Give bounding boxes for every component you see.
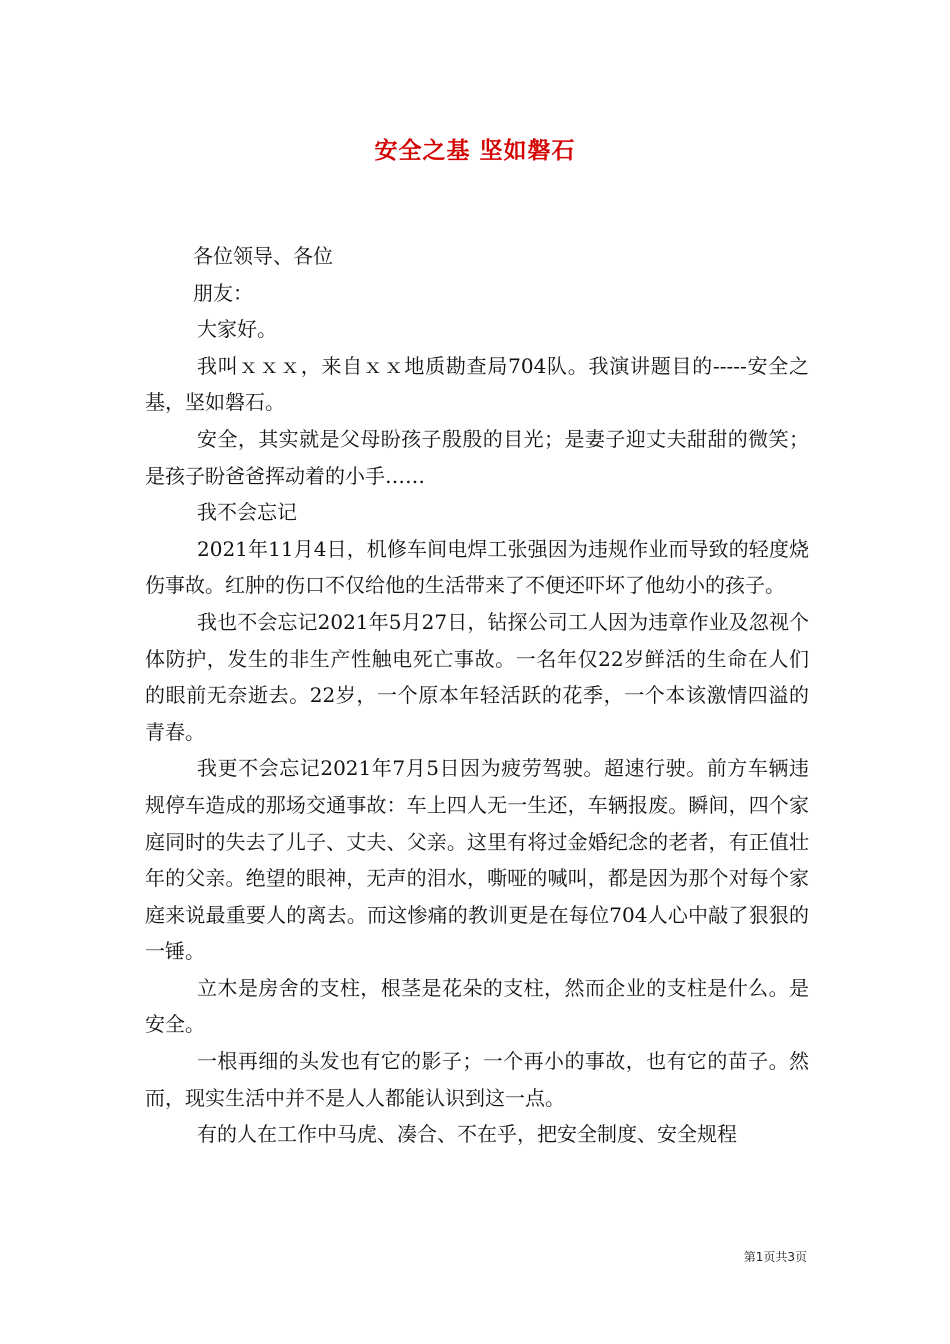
paragraph: 我更不会忘记2021年7月5日因为疲劳驾驶。超速行驶。前方车辆违规停车造成的那场交通事故：车上四人无一生还，车辆报废。瞬间，四个家庭同时的失去了儿子、丈夫、父亲。这里有将过金婚纪念的老者，有正值壮年的父亲。绝望的眼神，无声的泪水，嘶哑的喊叫，都是因为那个对每个家庭来说最重要人的离去。而这惨痛的教训更是在每位704人心中敲了狠狠的一锤。 [145,756,809,964]
paragraph: 我不会忘记 [197,500,297,525]
paragraph: 安全，其实就是父母盼孩子殷殷的目光；是妻子迎丈夫甜甜的微笑；是孩子盼爸爸挥动着的小手…… [145,426,809,488]
paragraph: 我也不会忘记2021年5月27日，钻探公司工人因为违章作业及忽视个体防护，发生的非生产性触电死亡事故。一名年仅22岁鲜活的生命在人们的眼前无奈逝去。22岁，一个原本年轻活跃的花季，一个本该激情四溢的青春。 [145,609,809,744]
paragraph: 立木是房舍的支柱，根茎是花朵的支柱，然而企业的支柱是什么。是安全。 [145,975,809,1037]
greeting-line: 各位领导、各位 [193,244,333,268]
paragraph: 有的人在工作中马虎、凑合、不在乎，把安全制度、安全规程 [197,1122,737,1147]
paragraph: 大家好。 [197,317,277,342]
paragraph: 我叫ｘｘｘ，来自ｘｘ地质勘查局704队。我演讲题目的-----安全之基，坚如磐石。 [145,353,809,415]
document-body [145,238,809,1153]
greeting [145,238,809,311]
greeting-line: 朋友： [193,280,253,305]
document-title: 安全之基 坚如磐石 [374,137,576,164]
page-number: 第1页共3页 [743,1250,807,1264]
paragraph: 2021年11月4日，机修车间电焊工张强因为违规作业而导致的轻度烧伤事故。红肿的伤口不仅给他的生活带来了不便还吓坏了他幼小的孩子。 [145,536,809,598]
paragraph: 一根再细的头发也有它的影子；一个再小的事故，也有它的苗子。然而，现实生活中并不是人人都能认识到这一点。 [145,1049,809,1110]
